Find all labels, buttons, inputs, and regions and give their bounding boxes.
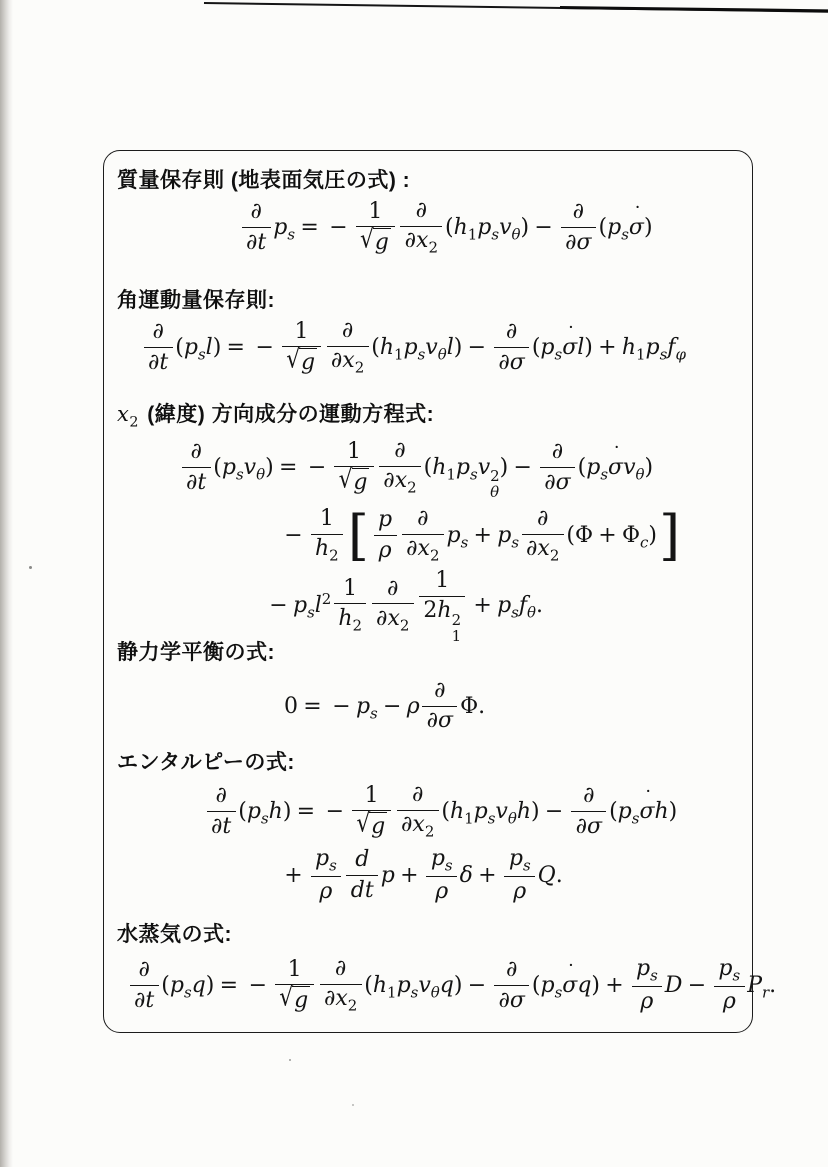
scan-line-artifact-dark xyxy=(560,6,828,12)
heading-x2-momentum xyxy=(117,398,434,430)
equation-x2-momentum-line3: − $p_sl^2$ $\frac{1}{h_2}$ $\frac{\partial}{\partial x_2}$ 1 2h 2 1 + $p_sf_\theta$. xyxy=(269,568,544,646)
heading-x2-math-prefix: $x_2$ xyxy=(117,402,139,431)
equation-angular-momentum: $\frac{\partial}{\partial t}$ $(p_sl)$ = − $\frac{1}{√g}$ $\frac{\partial}{\partial x_2}$ $(h_1p_sv_\theta l)$ − $\frac{\partial}{\partial\sigma}$ ($p_s\sigma$ ˙l) + $h_1p_sf_\varphi$ xyxy=(141,317,686,379)
equation-enthalpy-line2: + $\frac{p_s}{\rho}$ $\frac{d}{dt}$ p + $\frac{p_s}{\rho}$ δ + $\frac{p_s}{\rho}$ Q. xyxy=(279,845,563,907)
equation-x2-momentum-line2: − $\frac{1}{h_2}$ [ $\frac{p}{\rho}$ $\frac{\partial}{\partial x_2}$ $p_s + p_s$ $\frac{\partial}{\partial x_2}$ $(\Phi + \Phi_c)$] xyxy=(284,503,681,567)
equation-x2-momentum-line1: $\frac{\partial}{\partial t}$ $(p_sv_\theta)$ = − $\frac{1}{√g}$ $\frac{\partial}{\partial x_2}$ ($h_1p_sv$ 2 θ ) − $\frac{\partial}{\partial\sigma}$ ($p_s\sigma$ $˙v_\theta$) xyxy=(179,437,653,501)
scan-speck xyxy=(352,1104,354,1106)
equation-hydrostatic: 0 = − $p_s - \rho$ $\frac{\partial}{\partial\sigma}$ Φ. xyxy=(284,677,485,736)
scan-speck xyxy=(289,1059,291,1061)
scan-edge-artifact xyxy=(0,0,13,1167)
heading-angular-momentum: 角運動量保存則: xyxy=(117,289,275,312)
heading-mass-conservation: 質量保存則 (地表面気圧の式) : xyxy=(117,169,411,192)
scan-speck xyxy=(29,566,32,569)
equation-water-vapor: $\frac{\partial}{\partial t}$ $(p_sq)$ = − $\frac{1}{√g}$ $\frac{\partial}{\partial x_2}$ $(h_1p_sv_\theta q)$ − $\frac{\partial}{\partial\sigma}$ ($p_s\sigma$ ˙q) + $\frac{p_s}{\rho}$ D − $\frac{p_s}{\rho}$ $P_r$. xyxy=(127,955,776,1017)
equation-box xyxy=(103,150,777,1033)
equation-mass-conservation: $\frac{\partial}{\partial t}$ $p_s$ = − $\frac{1}{√g}$ $\frac{\partial}{\partial x_2}$ $(h_1p_sv_\theta)$ − $\frac{\partial}{\partial\sigma}$ ($p_s\sigma$ ˙) xyxy=(239,197,653,259)
equation-enthalpy-line1: $\frac{\partial}{\partial t}$ $(p_sh)$ = − $\frac{1}{√g}$ $\frac{\partial}{\partial x_2}$ $(h_1p_sv_\theta h)$ − $\frac{\partial}{\partial\sigma}$ ($p_s\sigma$ ˙h) xyxy=(204,781,677,843)
heading-enthalpy: エンタルピーの式: xyxy=(117,751,295,774)
heading-water-vapor: 水蒸気の式: xyxy=(117,923,232,946)
heading-x2-text: (緯度) 方向成分の運動方程式: xyxy=(140,403,435,426)
heading-hydrostatic: 静力学平衡の式: xyxy=(117,641,275,664)
